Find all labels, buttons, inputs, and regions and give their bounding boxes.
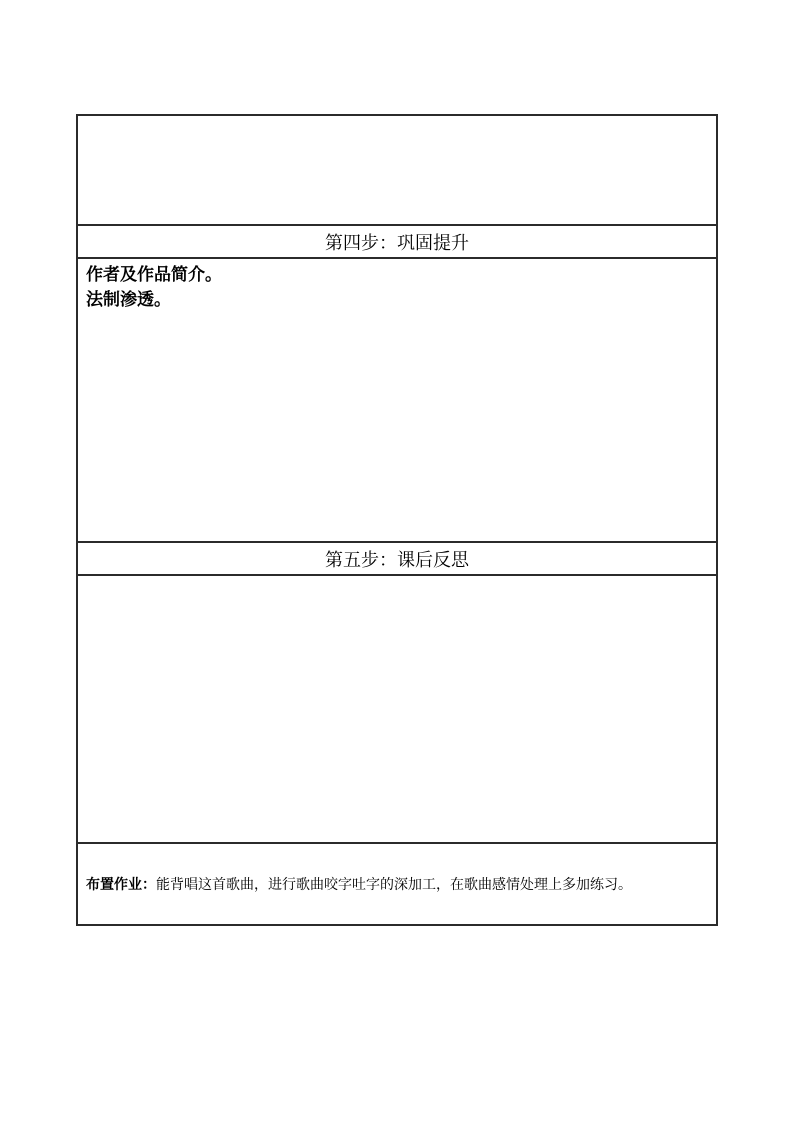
- homework-text: 能背唱这首歌曲，进行歌曲咬字吐字的深加工，在歌曲感情处理上多加练习。: [156, 877, 632, 893]
- homework-row: [77, 843, 717, 925]
- step5-body-row: [77, 575, 717, 843]
- homework-label: 布置作业：: [86, 877, 156, 893]
- step4-body-cell: [77, 258, 717, 542]
- homework-cell: [77, 843, 717, 925]
- step5-body-cell: [77, 575, 717, 843]
- step4-line-author-intro: 作者及作品简介。: [86, 265, 222, 285]
- blank-top-row: [77, 115, 717, 225]
- step5-heading-row: [77, 542, 717, 575]
- step4-heading: 第四步：巩固提升: [77, 225, 717, 258]
- lesson-plan-table: [76, 114, 718, 926]
- step4-heading-row: [77, 225, 717, 258]
- step5-heading: 第五步：课后反思: [77, 542, 717, 575]
- blank-top-cell: [77, 115, 717, 225]
- step4-body-row: [77, 258, 717, 542]
- step4-line-legal: 法制渗透。: [86, 290, 171, 310]
